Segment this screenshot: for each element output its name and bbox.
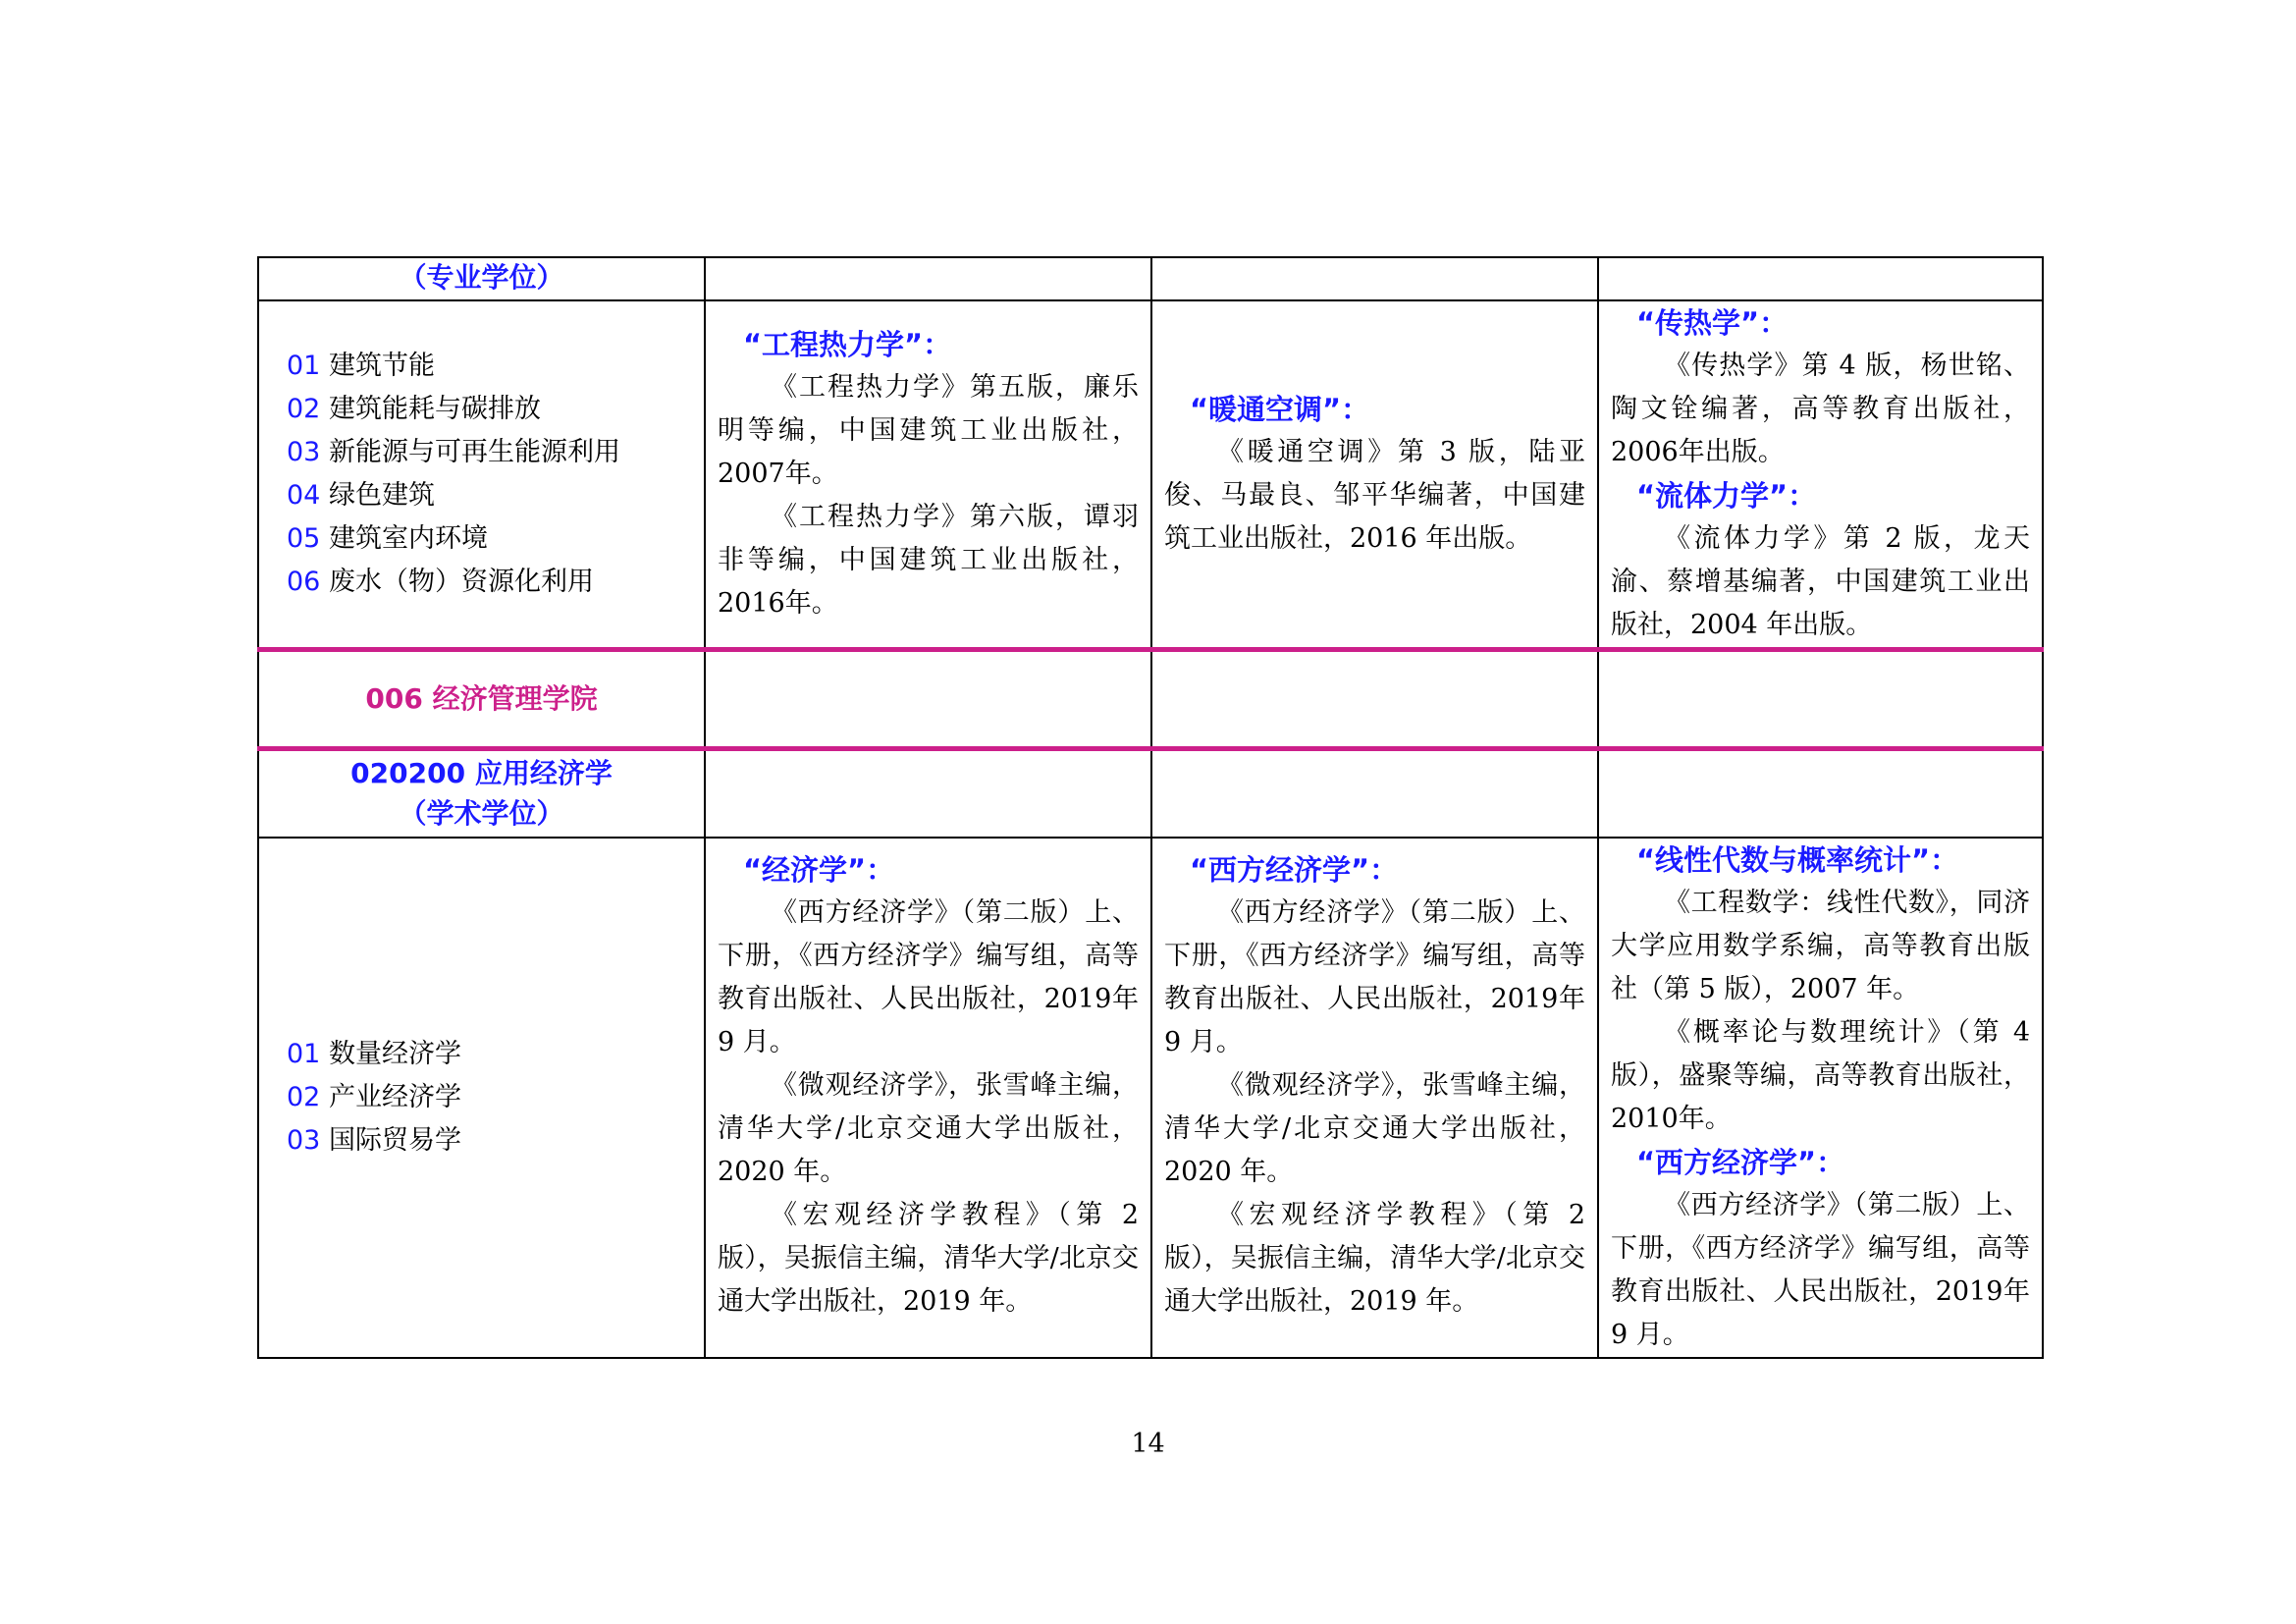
reference-entry: 《概率论与数理统计》（第 4 版），盛聚等编，高等教育出版社，2010年。 — [1611, 1016, 2030, 1134]
reference-entry: 《工程数学：线性代数》，同济大学应用数学系编，高等教育出版社（第 5 版），2007 年。 — [1611, 887, 2030, 1004]
table-cell-empty — [705, 257, 1151, 300]
direction-item: 03 新能源与可再生能源利用 — [287, 437, 620, 467]
subject-heading: “工程热力学”： — [743, 328, 952, 361]
direction-item: 06 废水（物）资源化利用 — [287, 567, 594, 597]
subject-heading: “西方经济学”： — [1190, 852, 1399, 887]
table-cell-empty — [1151, 650, 1598, 749]
reference-entry: 《工程热力学》第六版，谭羽非等编，中国建筑工业出版社，2016年。 — [718, 502, 1139, 619]
exam-reference-table — [257, 256, 2044, 1359]
page-number: 14 — [1131, 1429, 1165, 1459]
reference-cell — [1151, 838, 1598, 1358]
reference-cell — [705, 838, 1151, 1358]
subject-heading: “流体力学”： — [1636, 479, 1817, 513]
table-cell-empty — [1151, 257, 1598, 300]
program-title — [258, 749, 705, 838]
table-cell-empty — [1598, 749, 2043, 838]
reference-entry: 《微观经济学》，张雪峰主编，清华大学/北京交通大学出版社，2020 年。 — [718, 1069, 1139, 1187]
degree-type-label: （专业学位） — [258, 257, 705, 300]
table-cell-empty — [1598, 650, 2043, 749]
reference-entry: 《暖通空调》第 3 版，陆亚俊、马最良、邹平华编著，中国建筑工业出版社，2016 年出版。 — [1164, 437, 1585, 554]
subject-heading: “暖通空调”： — [1190, 393, 1370, 426]
subject-heading: “线性代数与概率统计”： — [1636, 842, 1959, 877]
direction-item: 04 绿色建筑 — [287, 480, 435, 511]
table-row — [258, 257, 2043, 300]
reference-entry: 《宏观经济学教程》（第 2 版），吴振信主编，清华大学/北京交通大学出版社，2019 年。 — [1164, 1199, 1585, 1317]
department-title: 006 经济管理学院 — [258, 650, 705, 749]
table-cell-empty — [705, 749, 1151, 838]
subject-heading: “传热学”： — [1636, 306, 1789, 340]
table-cell-empty — [705, 650, 1151, 749]
reference-entry: 《宏观经济学教程》（第 2 版），吴振信主编，清华大学/北京交通大学出版社，2019 年。 — [718, 1199, 1139, 1317]
reference-entry: 《传热学》第 4 版，杨世铭、陶文铨编著，高等教育出版社，2006年出版。 — [1611, 351, 2030, 467]
table-cell-empty — [1598, 257, 2043, 300]
reference-entry: 《西方经济学》（第二版）上、下册，《西方经济学》编写组，高等教育出版社、人民出版社，2019年 9 月。 — [718, 896, 1139, 1057]
program-code-name: 020200 应用经济学 — [350, 757, 613, 790]
direction-item: 01 数量经济学 — [287, 1038, 461, 1069]
reference-entry: 《工程热力学》第五版，廉乐明等编，中国建筑工业出版社，2007年。 — [718, 372, 1139, 489]
table-row — [258, 749, 2043, 838]
subject-heading: “经济学”： — [743, 852, 895, 887]
direction-item: 02 建筑能耗与碳排放 — [287, 394, 541, 424]
subject-heading: “西方经济学”： — [1636, 1145, 1845, 1179]
direction-item: 03 国际贸易学 — [287, 1124, 461, 1156]
direction-list — [258, 300, 705, 650]
table-cell-empty — [1151, 749, 1598, 838]
reference-cell — [705, 300, 1151, 650]
table-row — [258, 838, 2043, 1358]
reference-cell — [1598, 300, 2043, 650]
table-row — [258, 650, 2043, 749]
direction-item: 01 建筑节能 — [287, 351, 435, 381]
reference-cell — [1598, 838, 2043, 1358]
reference-cell — [1151, 300, 1598, 650]
table-row — [258, 300, 2043, 650]
direction-item: 05 建筑室内环境 — [287, 523, 488, 554]
reference-entry: 《西方经济学》（第二版）上、下册，《西方经济学》编写组，高等教育出版社、人民出版社，2019年 9 月。 — [1164, 896, 1585, 1057]
direction-list — [258, 838, 705, 1358]
degree-type-label: （学术学位） — [399, 797, 564, 831]
reference-entry: 《流体力学》第 2 版，龙天渝、蔡增基编著，中国建筑工业出版社，2004 年出版。 — [1611, 523, 2030, 640]
reference-entry: 《微观经济学》，张雪峰主编，清华大学/北京交通大学出版社，2020 年。 — [1164, 1069, 1585, 1187]
reference-entry: 《西方经济学》（第二版）上、下册，《西方经济学》编写组，高等教育出版社、人民出版社，2019年 9 月。 — [1611, 1189, 2030, 1350]
direction-item: 02 产业经济学 — [287, 1081, 461, 1112]
